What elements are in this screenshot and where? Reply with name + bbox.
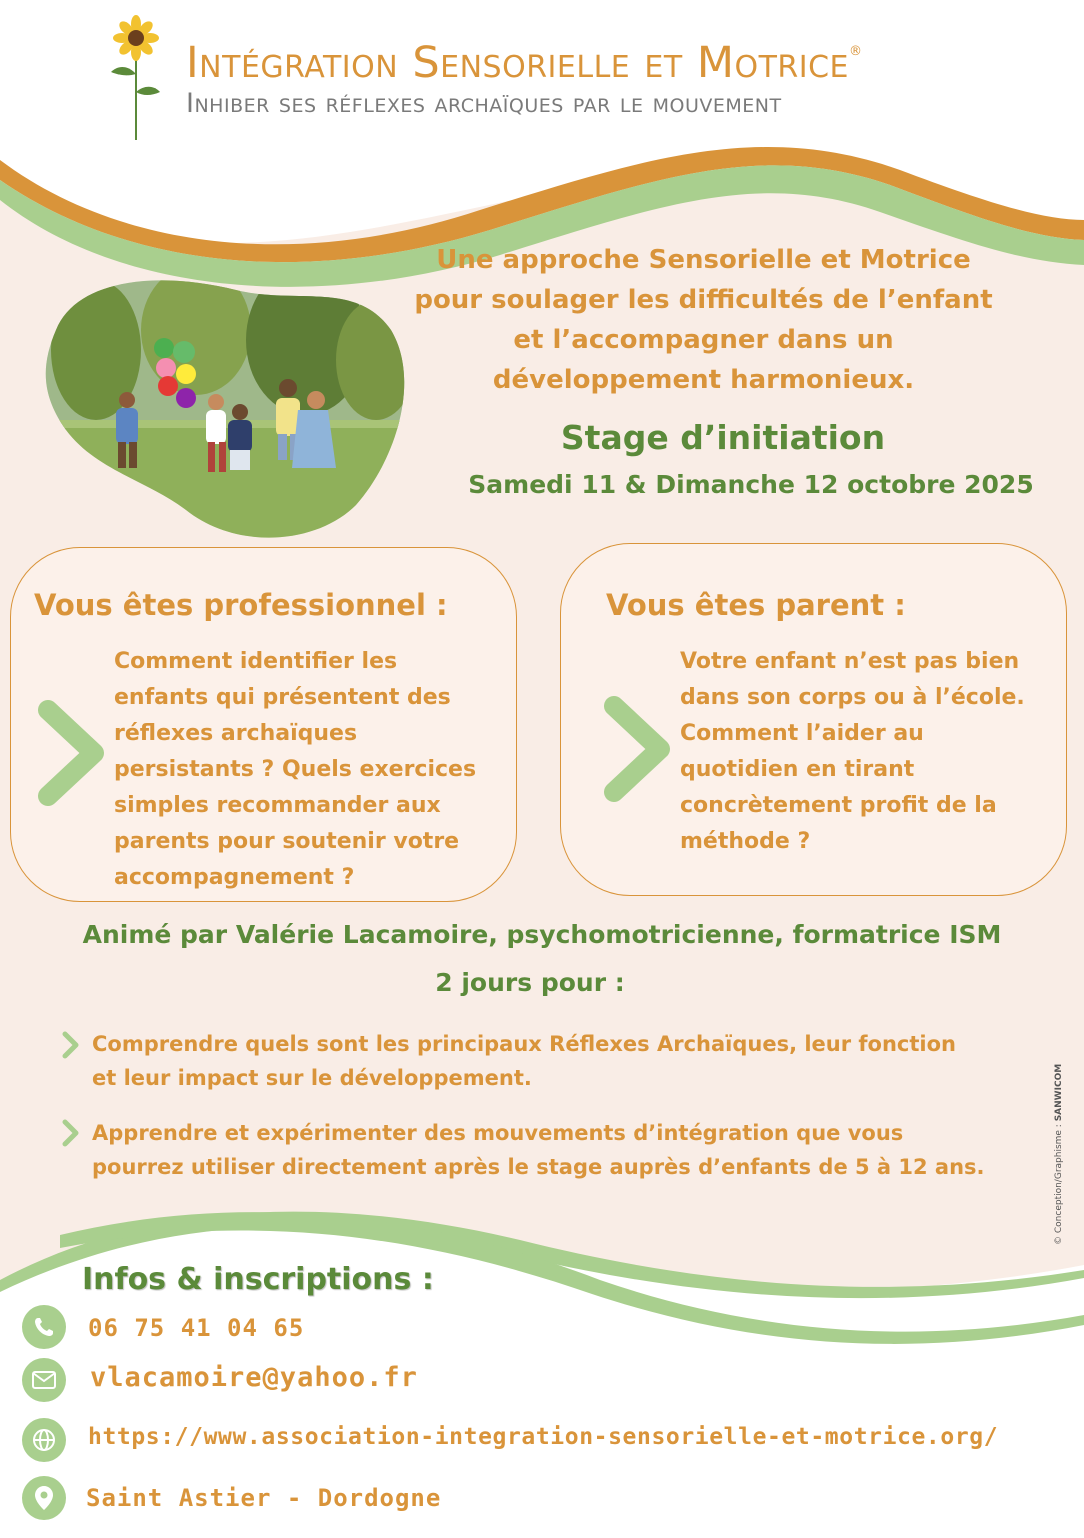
email-address[interactable]: vlacamoire@yahoo.fr [90,1362,418,1393]
chevron-right-icon [38,700,110,806]
subtitle: Inhiber ses réflexes archaïques par le mouvement [186,88,782,119]
parent-heading: Vous êtes parent : [606,588,906,622]
bullet-chevron-icon [60,1118,82,1148]
phone-icon [22,1305,66,1349]
phone-number[interactable]: 06 75 41 04 65 [88,1314,305,1342]
location: Saint Astier - Dordogne [86,1484,442,1512]
goal-item: Comprendre quels sont les principaux Réflexes Archaïques, leur fonction et leur impact sur le développement. [92,1032,956,1090]
trainer-line: Animé par Valérie Lacamoire, psychomotricienne, formatrice ISM [82,920,1002,949]
parent-text: Votre enfant n’est pas bien dans son corps ou à l’école. Comment l’aider au quotidien en tirant concrètement profit de la méthode ? [680,649,1025,854]
children-playing-photo [36,270,406,545]
goal-item: Apprendre et expérimenter des mouvements d’intégration que vous pourrez utiliser directement après le stage auprès d’enfants de 5 à 12 ans. [92,1121,985,1179]
website-link[interactable]: https://www.association-integration-sensorielle-et-motrice.org/ [88,1424,999,1450]
intro-text: Une approche Sensorielle et Motrice pour soulager les difficultés de l’enfant et l’accompagner dans un développement harmonieux. [414,245,993,395]
professional-text: Comment identifier les enfants qui présentent des réflexes archaïques persistants ? Quels exercices simples recommander aux parents pour soutenir votre accompagnement ? [114,649,477,890]
design-credit: © Conception/Graphisme : SANWICOM [1054,1063,1064,1245]
chevron-right-icon [604,696,676,802]
stage-date: Samedi 11 & Dimanche 12 octobre 2025 [468,470,1034,499]
days-heading: 2 jours pour : [435,968,625,997]
contact-title: Infos & inscriptions : [82,1262,434,1297]
globe-icon [22,1418,66,1462]
location-pin-icon [22,1476,66,1520]
sunflower-logo-icon [105,14,165,142]
professional-heading: Vous êtes professionnel : [34,588,448,622]
stage-title: Stage d’initiation [560,418,886,457]
email-icon [22,1358,66,1402]
bullet-chevron-icon [60,1030,82,1060]
main-title: Intégration Sensorielle et Motrice® [186,38,863,88]
